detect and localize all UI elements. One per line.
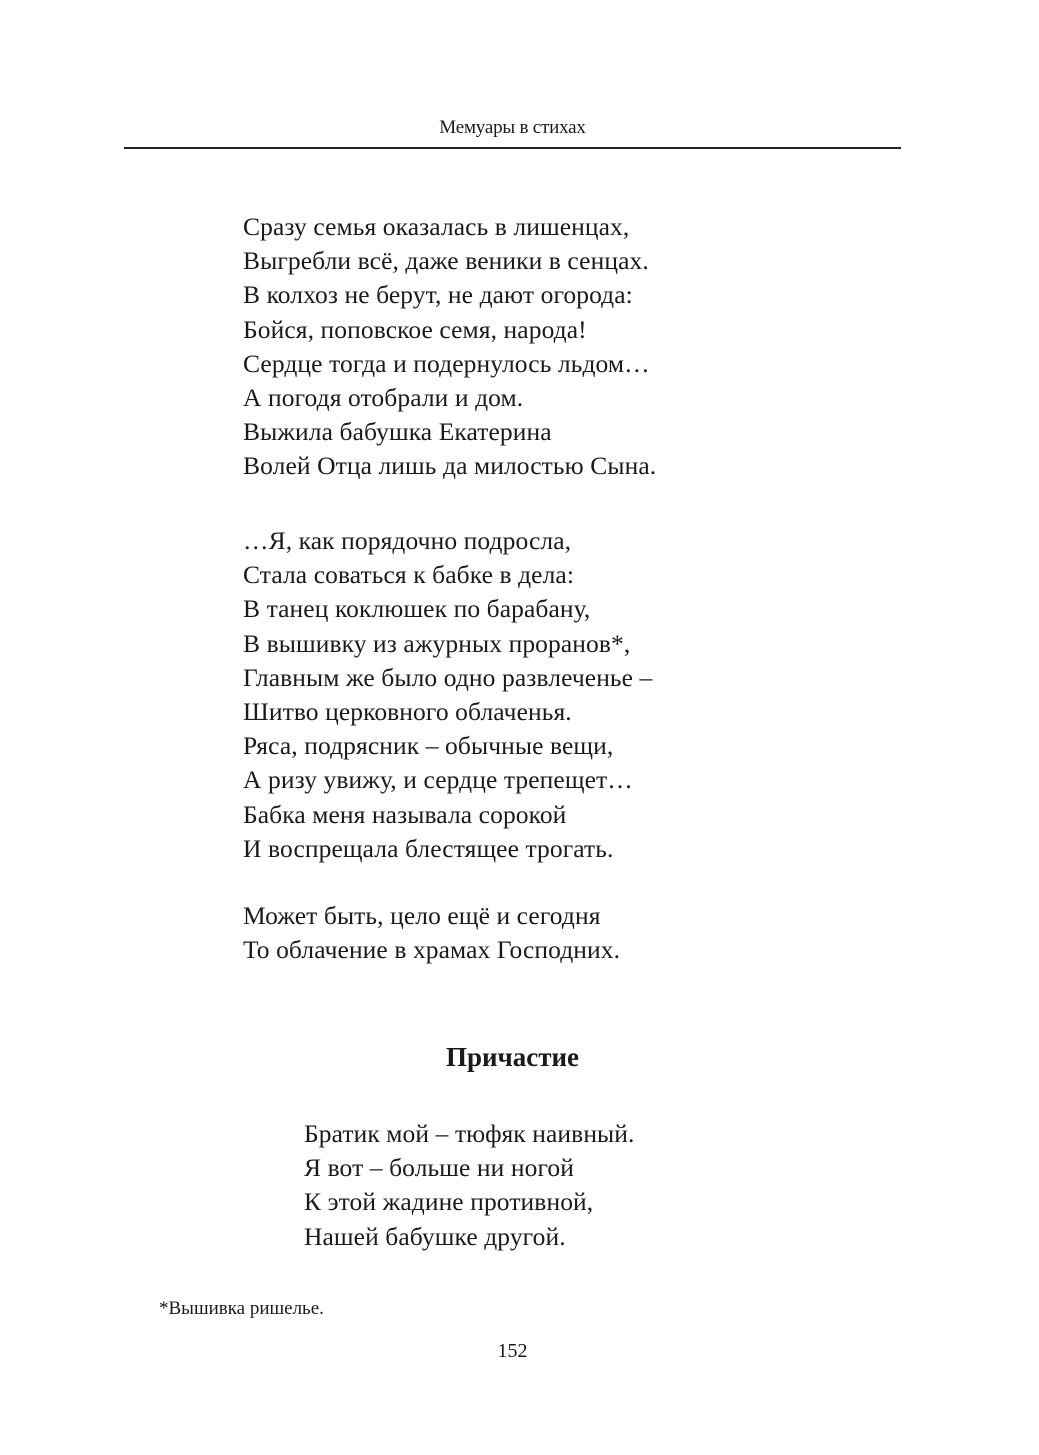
verse-line: Я вот – больше ни ногой xyxy=(304,1153,574,1183)
verse-line: Бойся, поповское семя, народа! xyxy=(243,314,587,344)
verse-line: Главным же было одно развлеченье – xyxy=(243,662,653,692)
verse-line: Может быть, цело ещё и сегодня xyxy=(243,901,601,930)
poem-stanza xyxy=(243,524,652,866)
verse-line: И воспрещала блестящее трогать. xyxy=(243,833,614,863)
verse-line: Братик мой – тюфяк наивный. xyxy=(304,1119,635,1148)
verse-line: Выжила бабушка Екатерина xyxy=(243,417,552,447)
verse-line: А ризу увижу, и сердце трепещет… xyxy=(243,765,633,795)
poem-stanza xyxy=(243,899,620,967)
verse-line: Выгребли всё, даже веники в сенцах. xyxy=(243,246,649,276)
verse-line: Бабка меня называла сорокой xyxy=(243,799,567,829)
verse-line: Шитво церковного облаченья. xyxy=(243,696,572,726)
footnote: *Вышивка ришелье. xyxy=(159,1298,324,1319)
verse-line: А погодя отобрали и дом. xyxy=(243,382,524,412)
verse-line: В вышивку из ажурных проранов*, xyxy=(243,628,631,658)
verse-line: Стала соваться к бабке в дела: xyxy=(243,560,575,590)
poem-stanza xyxy=(243,210,656,484)
verse-line: Нашей бабушке другой. xyxy=(304,1221,566,1251)
verse-line: В колхоз не берут, не дают огорода: xyxy=(243,280,633,310)
poem-title: Причастие xyxy=(445,1042,580,1072)
verse-line: То облачение в храмах Господних. xyxy=(243,935,621,965)
running-head-title: Мемуары в стихах xyxy=(439,117,586,138)
verse-line: Сразу семья оказалась в лишенцах, xyxy=(243,212,630,241)
page-number: 152 xyxy=(497,1340,528,1362)
verse-line: Сердце тогда и подернулось льдом… xyxy=(243,348,650,378)
verse-line: Волей Отца лишь да милостью Сына. xyxy=(243,451,657,481)
verse-line: Ряса, подрясник – обычные вещи, xyxy=(243,731,614,761)
poem-stanza xyxy=(304,1117,635,1254)
header-rule xyxy=(124,147,901,149)
verse-line: …Я, как порядочно подросла, xyxy=(243,526,572,555)
verse-line: К этой жадине противной, xyxy=(304,1187,594,1217)
verse-line: В танец коклюшек по барабану, xyxy=(243,594,591,624)
